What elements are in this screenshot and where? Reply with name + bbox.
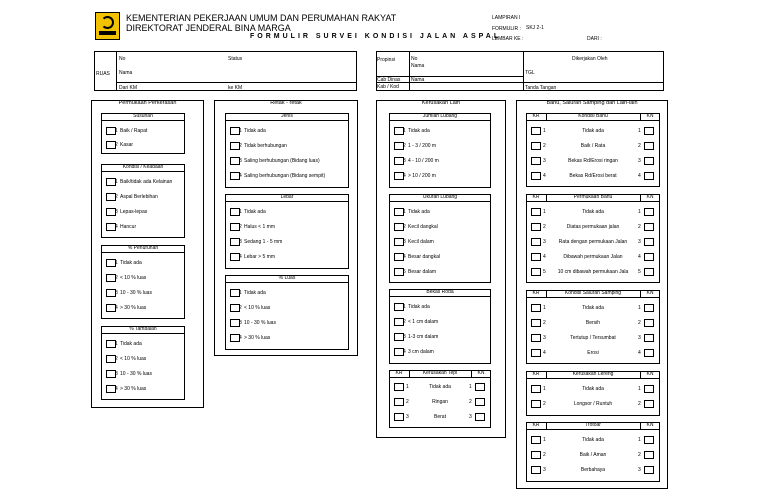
lampiran-label: LAMPIRAN I: [492, 15, 521, 21]
kondisi-bahu-option-label: Bekas Rd/Erosi ringan: [568, 158, 618, 164]
bekas-roda-title-divider: [389, 296, 491, 297]
luas-option-number: 4: [239, 335, 242, 341]
kerusakan-tepi-kn-checkbox-1[interactable]: [475, 383, 485, 391]
trotoar-title: Trotoar: [585, 422, 601, 428]
penurunan-option-number: 3: [115, 290, 118, 296]
permukaan-bahu-kr-checkbox-3[interactable]: [531, 238, 541, 246]
kondisi-saluran-samping-kr-number: 2: [543, 320, 546, 326]
susunan-option-label: Baik / Rapat: [120, 128, 148, 134]
kondisi-keadaan-title: Kondisi / Keadaan: [122, 164, 164, 170]
lebar-option-label: Tidak ada: [244, 209, 266, 215]
jenis-option-label: Tidak berhubungan: [244, 143, 287, 149]
dikerjakan-oleh-label: Dikerjakan Oleh: [572, 56, 608, 62]
susunan-option-label: Kasar: [120, 142, 134, 148]
ukuran-lubang-title: Ukuran Lubang: [422, 194, 458, 200]
luas-title-divider: [225, 282, 349, 283]
lebar-option-number: 3: [239, 239, 242, 245]
propinsi-nama-label: Nama: [411, 63, 425, 69]
jumlah-lubang-title: Jumlah Lubang: [422, 113, 458, 119]
penurunan-option-label: > 30 % luas: [120, 305, 147, 311]
jenis-title: Jenis: [281, 113, 293, 119]
kerusakan-tepi-kn-checkbox-3[interactable]: [475, 413, 485, 421]
penurunan-title-divider: [101, 252, 185, 253]
kerusakan-lereng-kn-number: 2: [638, 401, 641, 407]
kondisi-bahu-title-divider: [526, 120, 660, 121]
ukuran-lubang-option-number: 3: [403, 239, 406, 245]
kondisi-saluran-samping-kr-label: KR: [532, 290, 540, 296]
luas-option-number: 1: [239, 290, 242, 296]
trotoar-title-divider: [526, 429, 660, 430]
kerusakan-tepi-kr-number: 1: [406, 384, 409, 390]
trotoar-option-label: Baik / Aman: [579, 452, 607, 458]
trotoar-option-label: Tidak ada: [582, 437, 604, 443]
kondisi-keadaan-title-divider: [101, 171, 185, 172]
kondisi-bahu-kn-checkbox-1[interactable]: [644, 127, 654, 135]
permukaan-bahu-option-label: Diatas permukaan jalan: [566, 224, 620, 230]
kerusakan-tepi-title: Kerusakan Tepi: [422, 370, 458, 376]
tambalan-title: % Tambalan: [129, 326, 157, 332]
kerusakan-tepi-kr-checkbox-1[interactable]: [394, 383, 404, 391]
ruas-no-label: No: [119, 56, 126, 62]
formulir-label: FORMULIR :: [492, 26, 521, 32]
propinsi-no-label: No: [411, 56, 418, 62]
kerusakan-lereng-kr-checkbox-1[interactable]: [531, 385, 541, 393]
kondisi-saluran-samping-kr-number: 4: [543, 350, 546, 356]
kondisi-bahu-kr-checkbox-2[interactable]: [531, 142, 541, 150]
luas-option-label: > 30 % luas: [244, 335, 271, 341]
kerusakan-tepi-kn-number: 2: [469, 399, 472, 405]
bekas-roda-option-number: 1: [403, 304, 406, 310]
kerusakan-lereng-kn-number: 1: [638, 386, 641, 392]
kondisi-saluran-samping-kn-checkbox-3[interactable]: [644, 334, 654, 342]
permukaan-bahu-kn-number: 2: [638, 224, 641, 230]
kondisi-bahu-kn-checkbox-2[interactable]: [644, 142, 654, 150]
kondisi-saluran-samping-kr-checkbox-3[interactable]: [531, 334, 541, 342]
permukaan-bahu-kr-number: 4: [543, 254, 546, 260]
trotoar-kn-label: KN: [646, 422, 654, 428]
kerusakan-tepi-kr-label: KR: [395, 370, 403, 376]
permukaan-bahu-kr-checkbox-1[interactable]: [531, 208, 541, 216]
kerusakan-tepi-kr-number: 2: [406, 399, 409, 405]
ke-km-label: ke KM: [228, 85, 243, 91]
permukaan-bahu-kr-number: 1: [543, 209, 546, 215]
permukaan-bahu-kr-label: KR: [532, 194, 540, 200]
ukuran-lubang-option-label: Kecil dalam: [408, 239, 434, 245]
kondisi-saluran-samping-kr-checkbox-4[interactable]: [531, 349, 541, 357]
kondisi-bahu-kn-label: KN: [646, 113, 654, 119]
kondisi-bahu-kr-number: 2: [543, 143, 546, 149]
tambalan-option-label: Tidak ada: [120, 341, 142, 347]
kondisi-keadaan-option-number: 2: [115, 194, 118, 200]
trotoar-kn-number: 2: [638, 452, 641, 458]
lebar-option-label: Lebar > 5 mm: [244, 254, 275, 260]
cab-nama-label: Nama: [411, 77, 425, 83]
permukaan-perkerasan-title: Permukaan Perkerasan: [118, 100, 177, 106]
ukuran-lubang-title-divider: [389, 201, 491, 202]
penurunan-option-label: < 10 % luas: [120, 275, 147, 281]
bekas-roda-option-label: 1-3 cm dalam: [408, 334, 439, 340]
ruas-nama-label: Nama: [119, 70, 133, 76]
ministry-name: KEMENTERIAN PEKERJAAN UMUM DAN PERUMAHAN RAKYAT: [126, 13, 397, 23]
penurunan-option-label: 10 - 30 % luas: [120, 290, 152, 296]
propinsi-label: Propinsi: [377, 57, 396, 63]
bekas-roda-option-label: < 1 cm dalam: [408, 319, 439, 325]
permukaan-bahu-kr-checkbox-2[interactable]: [531, 223, 541, 231]
kondisi-bahu-kn-number: 1: [638, 128, 641, 134]
kondisi-keadaan-option-label: Aspal Berlebihan: [120, 194, 158, 200]
retak-title: Retak - retak: [270, 100, 302, 106]
bekas-roda-option-number: 4: [403, 349, 406, 355]
trotoar-kr-number: 2: [543, 452, 546, 458]
susunan-title: Susunan: [133, 113, 153, 119]
kerusakan-tepi-kn-number: 1: [469, 384, 472, 390]
kerusakan-tepi-option-label: Berat: [434, 414, 446, 420]
kondisi-saluran-samping-title-divider: [526, 297, 660, 298]
kerusakan-lereng-kn-label: KN: [646, 371, 654, 377]
kondisi-saluran-samping-kr-checkbox-2[interactable]: [531, 319, 541, 327]
ukuran-lubang-option-label: Besar dalam: [408, 269, 437, 275]
jumlah-lubang-option-label: Tidak ada: [408, 128, 430, 134]
penurunan-option-label: Tidak ada: [120, 260, 142, 266]
kondisi-bahu-kr-number: 4: [543, 173, 546, 179]
cab-dinas-label: Cab Dinas: [377, 77, 401, 83]
jenis-title-divider: [225, 120, 349, 121]
kondisi-bahu-kr-number: 3: [543, 158, 546, 164]
susunan-title-divider: [101, 120, 185, 121]
kondisi-saluran-samping-kr-number: 3: [543, 335, 546, 341]
permukaan-bahu-kn-label: KN: [646, 194, 654, 200]
permukaan-bahu-kn-checkbox-1[interactable]: [644, 208, 654, 216]
jumlah-lubang-option-number: 2: [403, 143, 406, 149]
tambalan-option-number: 3: [115, 371, 118, 377]
bekas-roda-option-number: 3: [403, 334, 406, 340]
ruas-label: RUAS: [96, 71, 110, 77]
ukuran-lubang-option-label: Besar dangkal: [408, 254, 440, 260]
jenis-option-number: 1: [239, 128, 242, 134]
kondisi-saluran-samping-kn-number: 3: [638, 335, 641, 341]
penurunan-option-number: 1: [115, 260, 118, 266]
penurunan-option-number: 2: [115, 275, 118, 281]
kerusakan-tepi-kr-checkbox-3[interactable]: [394, 413, 404, 421]
susunan-option-number: 1: [115, 128, 118, 134]
tanda-tangan-label: Tanda Tangan: [525, 85, 557, 91]
lebar-option-label: Halus < 1 mm: [244, 224, 275, 230]
permukaan-bahu-kn-checkbox-2[interactable]: [644, 223, 654, 231]
permukaan-bahu-title: Permukaan Bahu: [573, 194, 613, 200]
permukaan-bahu-kn-number: 1: [638, 209, 641, 215]
kondisi-saluran-samping-kn-number: 4: [638, 350, 641, 356]
ministry-logo: [95, 12, 120, 40]
bahu-saluran-title: Bahu, Saluran Samping dan Lain-lain: [546, 100, 638, 106]
kondisi-keadaan-option-number: 1: [115, 179, 118, 185]
tambalan-option-number: 1: [115, 341, 118, 347]
kondisi-bahu-option-label: Baik / Rata: [580, 143, 606, 149]
penurunan-option-number: 4: [115, 305, 118, 311]
penurunan-title: % Penurunan: [127, 245, 159, 251]
kerusakan-tepi-kn-checkbox-2[interactable]: [475, 398, 485, 406]
kondisi-saluran-samping-kn-label: KN: [646, 290, 654, 296]
dari-km-label: Dari KM: [119, 85, 138, 91]
kondisi-saluran-samping-title: Kondisi Saluran Samping: [564, 290, 622, 296]
tambalan-option-label: < 10 % luas: [120, 356, 147, 362]
lebar-option-number: 2: [239, 224, 242, 230]
jumlah-lubang-title-divider: [389, 120, 491, 121]
jumlah-lubang-option-number: 4: [403, 173, 406, 179]
trotoar-kr-number: 1: [543, 437, 546, 443]
kondisi-saluran-samping-option-label: Bersih: [585, 320, 601, 326]
permukaan-bahu-kr-number: 2: [543, 224, 546, 230]
ukuran-lubang-option-label: Tidak ada: [408, 209, 430, 215]
kondisi-saluran-samping-kn-number: 2: [638, 320, 641, 326]
directorate-name: DIREKTORAT JENDERAL BINA MARGA: [126, 23, 291, 33]
lembar-label: LEMBAR KE :: [492, 36, 524, 42]
permukaan-bahu-kn-checkbox-5[interactable]: [644, 268, 654, 276]
permukaan-bahu-kn-number: 3: [638, 239, 641, 245]
kondisi-bahu-kn-number: 4: [638, 173, 641, 179]
kerusakan-tepi-option-label: Tidak ada: [429, 384, 451, 390]
permukaan-bahu-option-label: 10 cm dibawah permukaan Jala: [557, 269, 629, 275]
kondisi-bahu-title: Kondisi Bahu: [578, 113, 608, 119]
jumlah-lubang-option-label: > 10 / 200 m: [408, 173, 436, 179]
permukaan-bahu-kn-number: 5: [638, 269, 641, 275]
formulir-value: SKJ 2-1: [526, 25, 544, 31]
jenis-option-label: Tidak ada: [244, 128, 266, 134]
kerusakan-tepi-kr-checkbox-2[interactable]: [394, 398, 404, 406]
jumlah-lubang-option-label: 4 - 10 / 200 m: [408, 158, 439, 164]
ukuran-lubang-option-number: 2: [403, 224, 406, 230]
bekas-roda-title: Bekas Roda: [426, 289, 454, 295]
jumlah-lubang-option-label: 1 - 3 / 200 m: [408, 143, 437, 149]
permukaan-bahu-kr-number: 3: [543, 239, 546, 245]
tambalan-option-label: > 30 % luas: [120, 386, 147, 392]
kerusakan-tepi-title-divider: [389, 377, 491, 378]
kerusakan-lereng-kr-number: 1: [543, 386, 546, 392]
permukaan-bahu-kr-number: 5: [543, 269, 546, 275]
trotoar-kn-number: 3: [638, 467, 641, 473]
tgl-label: TGL: [525, 70, 535, 76]
trotoar-kn-number: 1: [638, 437, 641, 443]
kondisi-saluran-samping-option-label: Tidak ada: [582, 305, 604, 311]
kerusakan-lereng-kn-checkbox-2[interactable]: [644, 400, 654, 408]
kerusakan-lereng-kr-number: 2: [543, 401, 546, 407]
ukuran-lubang-option-number: 4: [403, 254, 406, 260]
kondisi-saluran-samping-option-label: Erosi: [587, 350, 599, 356]
kerusakan-lereng-kn-checkbox-1[interactable]: [644, 385, 654, 393]
bekas-roda-option-label: Tidak ada: [408, 304, 430, 310]
kondisi-bahu-kr-checkbox-1[interactable]: [531, 127, 541, 135]
form-title: FORMULIR SURVEI KONDISI JALAN ASPAL: [250, 33, 502, 40]
trotoar-kn-checkbox-1[interactable]: [644, 436, 654, 444]
kondisi-bahu-kn-number: 3: [638, 158, 641, 164]
trotoar-option-label: Berbahaya: [580, 467, 606, 473]
jenis-option-number: 2: [239, 143, 242, 149]
trotoar-kr-checkbox-2[interactable]: [531, 451, 541, 459]
luas-option-label: 10 - 30 % luas: [244, 320, 276, 326]
kondisi-bahu-kn-number: 2: [638, 143, 641, 149]
kondisi-saluran-samping-option-label: Tertutup / Tersumbat: [570, 335, 616, 341]
bekas-roda-option-number: 2: [403, 319, 406, 325]
trotoar-kr-number: 3: [543, 467, 546, 473]
kondisi-keadaan-option-number: 3: [115, 209, 118, 215]
kondisi-bahu-kr-number: 1: [543, 128, 546, 134]
jenis-option-label: Saling berhubungan (Bidang luas): [244, 158, 320, 164]
trotoar-kr-checkbox-3[interactable]: [531, 466, 541, 474]
kondisi-bahu-option-label: Tidak ada: [582, 128, 604, 134]
dari-label: DARI :: [587, 36, 602, 42]
jumlah-lubang-option-number: 3: [403, 158, 406, 164]
permukaan-bahu-title-divider: [526, 201, 660, 202]
luas-option-label: Tidak ada: [244, 290, 266, 296]
permukaan-bahu-kr-checkbox-5[interactable]: [531, 268, 541, 276]
permukaan-bahu-option-label: Rata dengan permukaan Jalan: [558, 239, 628, 245]
trotoar-kr-checkbox-1[interactable]: [531, 436, 541, 444]
kondisi-bahu-kr-label: KR: [532, 113, 540, 119]
ukuran-lubang-option-number: 1: [403, 209, 406, 215]
bekas-roda-option-label: 3 cm dalam: [408, 349, 434, 355]
kondisi-keadaan-option-label: Hancur: [120, 224, 137, 230]
kerusakan-tepi-option-label: Ringan: [432, 399, 448, 405]
kondisi-saluran-samping-kn-checkbox-1[interactable]: [644, 304, 654, 312]
luas-option-number: 2: [239, 305, 242, 311]
kerusakan-tepi-kn-label: KN: [477, 370, 485, 376]
permukaan-bahu-kn-checkbox-4[interactable]: [644, 253, 654, 261]
kondisi-bahu-kr-checkbox-3[interactable]: [531, 157, 541, 165]
susunan-option-number: 2: [115, 142, 118, 148]
kondisi-keadaan-option-label: Baik/tidak ada Kelainan: [120, 179, 173, 185]
permukaan-bahu-kr-checkbox-4[interactable]: [531, 253, 541, 261]
ukuran-lubang-option-number: 5: [403, 269, 406, 275]
tambalan-option-number: 2: [115, 356, 118, 362]
kab-kod-label: Kab / Kod: [377, 84, 399, 90]
kerusakan-tepi-kn-number: 3: [469, 414, 472, 420]
location-info-box: [376, 51, 664, 91]
permukaan-bahu-option-label: Tidak ada: [582, 209, 604, 215]
jenis-option-label: Saling berhubungan (Bidang sempit): [244, 173, 326, 179]
kerusakan-lain-title: Kerusakan Lain: [421, 100, 461, 106]
kerusakan-lereng-title: Kerusakan Lereng: [572, 371, 614, 377]
lebar-option-label: Sedang 1 - 5 mm: [244, 239, 283, 245]
kondisi-keadaan-option-label: Lepas-lepas: [120, 209, 148, 215]
lebar-title: Lebar: [280, 194, 294, 200]
luas-option-label: < 10 % luas: [244, 305, 271, 311]
tambalan-option-number: 4: [115, 386, 118, 392]
jenis-option-number: 3: [239, 158, 242, 164]
permukaan-bahu-kn-number: 4: [638, 254, 641, 260]
kondisi-saluran-samping-kn-number: 1: [638, 305, 641, 311]
kerusakan-lereng-title-divider: [526, 378, 660, 379]
kondisi-saluran-samping-kr-checkbox-1[interactable]: [531, 304, 541, 312]
lebar-option-number: 4: [239, 254, 242, 260]
kerusakan-lereng-option-label: Longsor / Runtuh: [573, 401, 613, 407]
permukaan-bahu-option-label: Dibawah permukaan Jalan: [563, 254, 623, 260]
lebar-option-number: 1: [239, 209, 242, 215]
luas-title: % Luas: [278, 275, 296, 281]
kerusakan-lereng-option-label: Tidak ada: [582, 386, 604, 392]
ukuran-lubang-option-label: Kecil dangkal: [408, 224, 438, 230]
trotoar-kn-checkbox-3[interactable]: [644, 466, 654, 474]
kondisi-bahu-kn-checkbox-3[interactable]: [644, 157, 654, 165]
luas-option-number: 3: [239, 320, 242, 326]
kerusakan-lereng-kr-checkbox-2[interactable]: [531, 400, 541, 408]
kondisi-saluran-samping-kn-checkbox-2[interactable]: [644, 319, 654, 327]
kerusakan-tepi-kr-number: 3: [406, 414, 409, 420]
kondisi-saluran-samping-kn-checkbox-4[interactable]: [644, 349, 654, 357]
permukaan-bahu-kn-checkbox-3[interactable]: [644, 238, 654, 246]
trotoar-kn-checkbox-2[interactable]: [644, 451, 654, 459]
kerusakan-lereng-kr-label: KR: [532, 371, 540, 377]
lebar-title-divider: [225, 201, 349, 202]
jenis-option-number: 4: [239, 173, 242, 179]
tambalan-option-label: 10 - 30 % luas: [120, 371, 152, 377]
trotoar-kr-label: KR: [532, 422, 540, 428]
kondisi-saluran-samping-kr-number: 1: [543, 305, 546, 311]
tambalan-title-divider: [101, 333, 185, 334]
kondisi-keadaan-option-number: 4: [115, 224, 118, 230]
kondisi-bahu-option-label: Bekas Rd/Erosi berat: [569, 173, 617, 179]
kondisi-bahu-kn-checkbox-4[interactable]: [644, 172, 654, 180]
jumlah-lubang-option-number: 1: [403, 128, 406, 134]
ruas-status-label: Status: [228, 56, 243, 62]
kondisi-bahu-kr-checkbox-4[interactable]: [531, 172, 541, 180]
